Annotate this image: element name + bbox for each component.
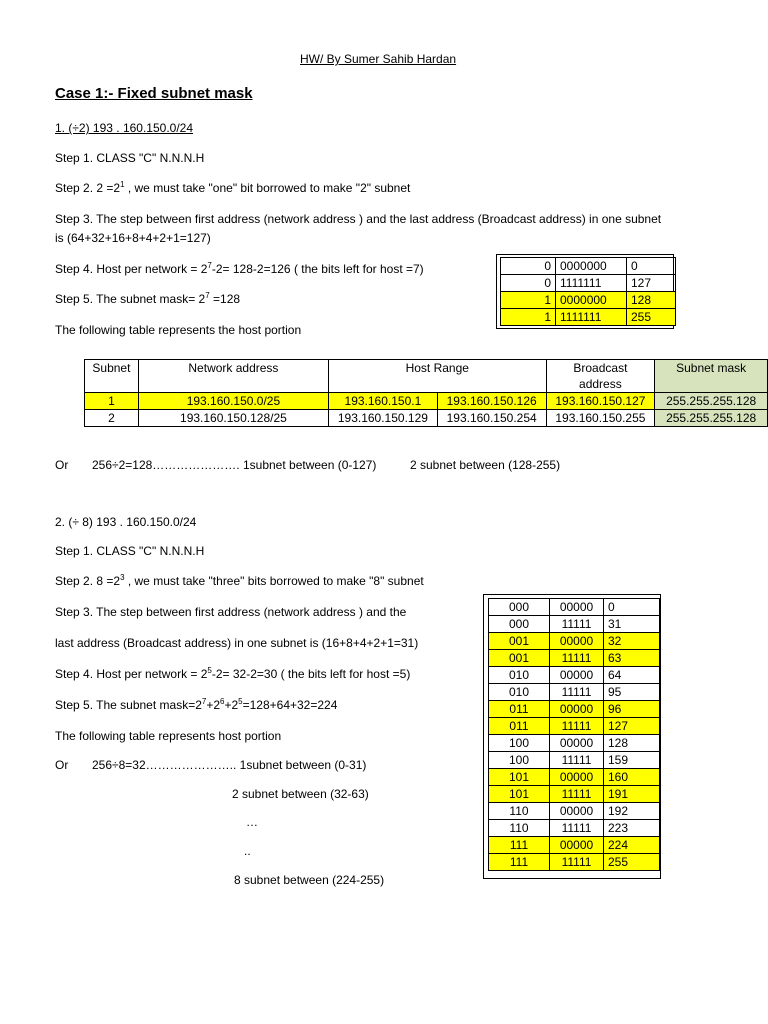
problem1-heading: 1. (÷2) 193 . 160.150.0/24 <box>55 121 194 135</box>
p2-bits-row <box>489 769 660 786</box>
p2-bits-cell: 111 <box>489 837 550 854</box>
p1-bits-cell: 1 <box>501 309 556 326</box>
table-row <box>85 410 768 427</box>
p2-bits-row <box>489 616 660 633</box>
header-network-address: Network address <box>138 360 328 393</box>
p1-or-label: Or <box>55 458 69 472</box>
p2-bits-cell: 159 <box>604 752 660 769</box>
p2-bits-cell: 224 <box>604 837 660 854</box>
p2-bits-row <box>489 803 660 820</box>
p2-step3-line1: Step 3. The step between first address (network address ) and the <box>55 605 407 619</box>
p2-bits-cell: 000 <box>489 616 550 633</box>
p2-bits-cell: 00000 <box>550 769 604 786</box>
p2-list-8: 8 subnet between (224-255) <box>234 873 385 887</box>
problem2-heading: 2. (÷ 8) 193 . 160.150.0/24 <box>55 515 197 529</box>
p2-bits-cell: 100 <box>489 735 550 752</box>
p2-bits-cell: 32 <box>604 633 660 650</box>
p1-bits-cell: 0000000 <box>556 258 627 275</box>
p2-bits-row <box>489 735 660 752</box>
cell-host-last: 193.160.150.254 <box>437 410 546 427</box>
p2-bits-cell: 255 <box>604 854 660 871</box>
p2-bits-cell: 0 <box>604 599 660 616</box>
p2-bits-row <box>489 684 660 701</box>
p2-bits-cell: 00000 <box>550 701 604 718</box>
p1-bits-row <box>501 275 676 292</box>
p2-bits-cell: 11111 <box>550 718 604 735</box>
p1-step1: Step 1. CLASS "C" N.N.N.H <box>55 151 205 165</box>
p2-bits-cell: 00000 <box>550 667 604 684</box>
p2-list-2: 2 subnet between (32-63) <box>232 787 369 801</box>
p1-step5: Step 5. The subnet mask= $2^7 =128$ <box>55 291 241 306</box>
p1-bits-cell: 128 <box>627 292 676 309</box>
p2-step3-line2: last address (Broadcast address) in one subnet is (16+8+4+2+1=31) <box>55 636 419 650</box>
p2-bits-row <box>489 854 660 871</box>
table-row <box>85 393 768 410</box>
p2-bits-cell: 11111 <box>550 854 604 871</box>
p2-bits-cell: 101 <box>489 786 550 803</box>
cell-subnet: 2 <box>85 410 139 427</box>
p2-bits-cell: 011 <box>489 718 550 735</box>
p2-bits-cell: 11111 <box>550 684 604 701</box>
cell-subnet-mask: 255.255.255.128 <box>655 393 768 410</box>
cell-host-first: 193.160.150.1 <box>329 393 438 410</box>
cell-network-address: 193.160.150.128/25 <box>138 410 328 427</box>
cell-broadcast: 193.160.150.255 <box>546 410 655 427</box>
p1-table-intro: The following table represents the host portion <box>55 323 302 337</box>
p2-bits-cell: 100 <box>489 752 550 769</box>
p2-bits-cell: 160 <box>604 769 660 786</box>
p2-bits-row <box>489 786 660 803</box>
header-subnet: Subnet <box>85 360 139 393</box>
p1-bits-cell: 0 <box>627 258 676 275</box>
p2-bits-cell: 192 <box>604 803 660 820</box>
subnet-table <box>84 359 768 427</box>
p1-bits-cell: 1 <box>501 292 556 309</box>
p1-bits-cell: 0 <box>501 275 556 292</box>
p2-bits-cell: 127 <box>604 718 660 735</box>
p1-bits-cell: 0000000 <box>556 292 627 309</box>
p2-bits-cell: 11111 <box>550 786 604 803</box>
p2-bits-cell: 11111 <box>550 616 604 633</box>
p1-bits-row <box>501 309 676 326</box>
p2-bits-cell: 001 <box>489 633 550 650</box>
p1-step4: Step 4. Host per network = $2^7-2= 128-2=126$ ( the bits left for host =7) <box>55 261 424 276</box>
p2-bits-cell: 010 <box>489 667 550 684</box>
header-broadcast-address: Broadcast address <box>546 360 655 393</box>
cell-host-first: 193.160.150.129 <box>329 410 438 427</box>
p2-or-calc: 256÷8=32………………….. 1subnet between (0-31) <box>92 758 367 772</box>
cell-host-last: 193.160.150.126 <box>437 393 546 410</box>
p2-bits-cell: 191 <box>604 786 660 803</box>
p2-bits-cell: 011 <box>489 701 550 718</box>
p2-bits-cell: 101 <box>489 769 550 786</box>
p2-bits-row <box>489 650 660 667</box>
p2-bits-row <box>489 718 660 735</box>
p2-bits-row <box>489 837 660 854</box>
p2-bits-cell: 010 <box>489 684 550 701</box>
p2-dots1: … <box>246 815 258 829</box>
p2-step5: Step 5. The subnet $mask=2^7+2^6+2^5=128+64+32=224$ <box>55 697 338 712</box>
p2-table-intro: The following table represents host portion <box>55 729 282 743</box>
p2-bits-cell: 63 <box>604 650 660 667</box>
cell-broadcast: 193.160.150.127 <box>546 393 655 410</box>
p2-bits-cell: 223 <box>604 820 660 837</box>
p2-bits-cell: 001 <box>489 650 550 667</box>
p1-bits-row <box>501 258 676 275</box>
p2-bits-cell: 00000 <box>550 633 604 650</box>
p2-bits-cell: 00000 <box>550 837 604 854</box>
p2-bits-row <box>489 633 660 650</box>
p2-bits-cell: 00000 <box>550 803 604 820</box>
document-title: HW/ By Sumer Sahib Hardan <box>300 52 457 66</box>
p1-step3-line1: Step 3. The step between first address (network address ) and the last address (Broadcast address) in one subnet <box>55 212 662 226</box>
p2-bits-cell: 00000 <box>550 735 604 752</box>
p2-dots2: .. <box>244 844 251 858</box>
p1-bits-cell: 0 <box>501 258 556 275</box>
p2-bits-cell: 11111 <box>550 650 604 667</box>
p2-bits-row <box>489 752 660 769</box>
cell-subnet-mask: 255.255.255.128 <box>655 410 768 427</box>
p1-bits-cell: 127 <box>627 275 676 292</box>
p2-bits-cell: 128 <box>604 735 660 752</box>
p2-bits-cell: 95 <box>604 684 660 701</box>
p2-bits-cell: 31 <box>604 616 660 633</box>
p2-bits-row <box>489 820 660 837</box>
p2-step1: Step 1. CLASS "C" N.N.N.H <box>55 544 205 558</box>
p2-bits-cell: 000 <box>489 599 550 616</box>
header-host-range: Host Range <box>329 360 547 393</box>
p1-bits-cell: 255 <box>627 309 676 326</box>
p2-bits-cell: 111 <box>489 854 550 871</box>
p1-bits-row <box>501 292 676 309</box>
p2-bits-cell: 00000 <box>550 599 604 616</box>
p2-bits-row <box>489 599 660 616</box>
p2-bits-cell: 110 <box>489 803 550 820</box>
p1-or-calc2: 2 subnet between (128-255) <box>410 458 561 472</box>
p2-bits-cell: 11111 <box>550 820 604 837</box>
cell-subnet: 1 <box>85 393 139 410</box>
p2-bits-cell: 64 <box>604 667 660 684</box>
p1-bits-cell: 1111111 <box>556 275 627 292</box>
case-title: Case 1:- Fixed subnet mask <box>55 85 253 102</box>
p2-bits-cell: 110 <box>489 820 550 837</box>
p2-bits-row <box>489 667 660 684</box>
p1-bits-cell: 1111111 <box>556 309 627 326</box>
p2-step4: Step 4. Host per network = $2^5-2= 32-2=30$ ( the bits left for host =5) <box>55 666 411 681</box>
p2-bits-table <box>488 598 660 871</box>
p2-step2: Step 2. $8 =2^3$ , we must take "three" bits borrowed to make "8" subnet <box>55 573 424 588</box>
p2-bits-cell: 11111 <box>550 752 604 769</box>
header-subnet-mask: Subnet mask <box>655 360 768 393</box>
p2-bits-cell: 96 <box>604 701 660 718</box>
p1-bits-table <box>500 257 676 326</box>
cell-network-address: 193.160.150.0/25 <box>138 393 328 410</box>
p2-bits-row <box>489 701 660 718</box>
p2-or-label: Or <box>55 758 69 772</box>
p1-step3-line2: is (64+32+16+8+4+2+1=127) <box>55 231 211 245</box>
p1-or-calc: 256÷2=128…………………. 1subnet between (0-127) <box>92 458 377 472</box>
p1-step2: Step 2. $2 =2^1$ , we must take "one" bit borrowed to make "2" subnet <box>55 180 411 195</box>
